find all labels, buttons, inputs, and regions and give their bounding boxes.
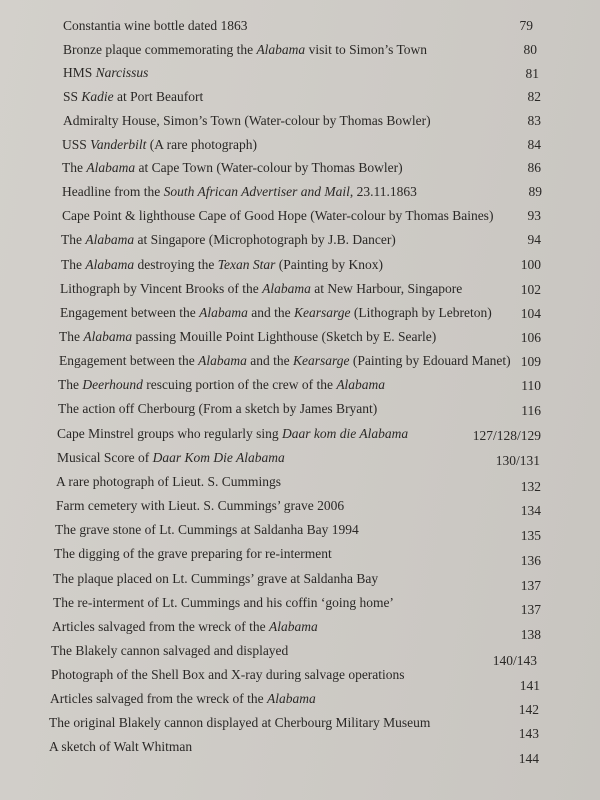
text-segment: The xyxy=(61,257,86,272)
page-number: 106 xyxy=(520,330,541,345)
entry-title xyxy=(58,376,385,394)
entry-title xyxy=(49,738,192,756)
text-segment: Bronze plaque commemorating the xyxy=(63,42,257,57)
page-number: 144 xyxy=(518,751,539,766)
page-number: 84 xyxy=(527,137,541,152)
text-segment: The Blakely cannon salvaged and displayed xyxy=(51,643,289,658)
text-segment: (Painting by Knox) xyxy=(275,257,384,272)
text-segment: Articles salvaged from the wreck of the xyxy=(52,619,270,634)
text-segment: at Cape Town (Water-colour by Thomas Bowler) xyxy=(135,160,403,175)
page-number: 79 xyxy=(519,18,533,33)
page-number: 83 xyxy=(527,113,541,128)
page-number: 130/131 xyxy=(495,453,540,468)
italic-segment: Alabama xyxy=(269,619,318,634)
italic-segment: Alabama xyxy=(256,42,306,57)
italic-segment: Texan Star xyxy=(217,257,276,272)
entry-title xyxy=(60,304,492,322)
entry-title xyxy=(56,497,344,515)
text-segment: Photograph of the Shell Box and X-ray during salvage operations xyxy=(51,667,405,682)
entry-title xyxy=(49,714,430,732)
text-segment: Articles salvaged from the wreck of the xyxy=(50,691,268,706)
italic-segment: South African Advertiser and Mail xyxy=(163,184,350,199)
entry-title xyxy=(61,256,383,274)
italic-segment: Kearsarge xyxy=(292,353,350,368)
italic-segment: Daar kom die Alabama xyxy=(281,426,409,441)
page-number: 109 xyxy=(520,354,541,369)
entry-title xyxy=(59,352,511,370)
italic-segment: Alabama xyxy=(336,377,386,392)
entry-title xyxy=(53,594,394,612)
text-segment: Cape Point & lighthouse Cape of Good Hope (Water-colour by Thomas Baines) xyxy=(62,208,494,223)
italic-segment: Alabama xyxy=(85,257,135,272)
entry-title xyxy=(55,521,359,539)
italic-segment: Alabama xyxy=(262,281,311,296)
text-segment: The original Blakely cannon displayed at Cherbourg Military Museum xyxy=(49,715,431,730)
entry-title xyxy=(57,425,408,443)
italic-segment: Alabama xyxy=(267,691,316,706)
page-number: 132 xyxy=(520,479,541,494)
text-segment: Admiralty House, Simon’s Town (Water-colour by Thomas Bowler) xyxy=(63,113,431,128)
page-number: 86 xyxy=(527,160,541,175)
entry-title xyxy=(63,112,431,130)
text-segment: at New Harbour, Singapore xyxy=(310,281,463,296)
entry-title xyxy=(60,280,462,298)
entry-title xyxy=(63,41,427,59)
text-segment: USS xyxy=(62,137,91,152)
text-segment: The digging of the grave preparing for re-interment xyxy=(54,546,332,561)
page-number: 110 xyxy=(521,378,541,393)
entry-title xyxy=(62,207,493,225)
entry-title xyxy=(59,328,436,346)
text-segment: and the xyxy=(247,305,294,320)
page-number: 137 xyxy=(520,602,541,617)
page-number: 94 xyxy=(527,232,541,247)
text-segment: Engagement between the xyxy=(60,305,200,320)
entry-title xyxy=(53,570,378,588)
text-segment: The xyxy=(62,160,87,175)
entry-title xyxy=(56,473,281,491)
italic-segment: Alabama xyxy=(83,329,133,344)
text-segment: Constantia wine bottle dated 1863 xyxy=(63,18,248,33)
page-number: 102 xyxy=(520,282,541,297)
entry-title xyxy=(57,449,285,467)
page-number: 100 xyxy=(520,257,541,272)
text-segment: Musical Score of xyxy=(57,450,153,465)
entry-title xyxy=(54,545,332,563)
page-number: 82 xyxy=(527,89,541,104)
italic-segment: Alabama xyxy=(86,160,136,175)
text-segment: rescuing portion of the crew of the xyxy=(142,377,337,392)
text-segment: A rare photograph of Lieut. S. Cummings xyxy=(56,474,281,489)
italic-segment: Deerhound xyxy=(82,377,143,392)
page-number: 136 xyxy=(520,553,541,568)
entry-title xyxy=(61,231,396,249)
page-number: 89 xyxy=(528,184,542,199)
page-number: 80 xyxy=(523,42,537,57)
text-segment: destroying the xyxy=(134,257,218,272)
text-segment: (Painting by Edouard Manet) xyxy=(349,353,511,368)
text-segment: Engagement between the xyxy=(59,353,199,368)
entry-title xyxy=(58,400,377,418)
text-segment: (Lithograph by Lebreton) xyxy=(350,305,492,320)
italic-segment: Kearsarge xyxy=(293,305,351,320)
text-segment: The xyxy=(58,377,83,392)
text-segment: and the xyxy=(246,353,293,368)
italic-segment: Narcissus xyxy=(95,65,149,80)
page-number: 81 xyxy=(525,66,539,81)
text-segment: The action off Cherbourg (From a sketch by James Bryant) xyxy=(58,401,378,416)
entry-title xyxy=(51,666,405,684)
page-number: 143 xyxy=(518,726,539,741)
entry-title xyxy=(62,183,417,201)
page-number: 140/143 xyxy=(492,653,537,668)
page-number: 127/128/129 xyxy=(472,428,541,443)
italic-segment: Kadie xyxy=(81,89,114,104)
text-segment: at Singapore (Microphotograph by J.B. Dancer) xyxy=(134,232,396,247)
page-number: 141 xyxy=(519,678,540,693)
text-segment: SS xyxy=(63,89,82,104)
entry-title xyxy=(63,64,148,82)
text-segment: Cape Minstrel groups who regularly sing xyxy=(57,426,282,441)
italic-segment: Alabama xyxy=(199,305,248,320)
text-segment: The xyxy=(61,232,86,247)
italic-segment: Vanderbilt xyxy=(90,137,147,152)
text-segment: The grave stone of Lt. Cummings at Saldanha Bay 1994 xyxy=(55,522,359,537)
text-segment: at Port Beaufort xyxy=(113,89,204,104)
page-number: 142 xyxy=(518,702,539,717)
text-segment: , 23.11.1863 xyxy=(349,184,417,199)
page-number: 134 xyxy=(520,503,541,518)
text-segment: HMS xyxy=(63,65,96,80)
page-number: 135 xyxy=(520,528,541,543)
text-segment: passing Mouille Point Lighthouse (Sketch by E. Searle) xyxy=(132,329,437,344)
page-number: 137 xyxy=(520,578,541,593)
entry-title xyxy=(50,690,316,708)
entry-title xyxy=(62,136,257,154)
entry-title xyxy=(51,642,288,660)
page-number: 138 xyxy=(520,627,541,642)
entry-title xyxy=(63,88,203,106)
italic-segment: Daar Kom Die Alabama xyxy=(152,450,285,465)
text-segment: visit to Simon’s Town xyxy=(305,42,428,57)
text-segment: Lithograph by Vincent Brooks of the xyxy=(60,281,263,296)
text-segment: The plaque placed on Lt. Cummings’ grave at Saldanha Bay xyxy=(53,571,379,586)
text-segment: The xyxy=(59,329,84,344)
text-segment: Farm cemetery with Lieut. S. Cummings’ grave 2006 xyxy=(56,498,345,513)
text-segment: Headline from the xyxy=(62,184,164,199)
entry-title xyxy=(52,618,318,636)
text-segment: A sketch of Walt Whitman xyxy=(49,739,193,754)
entry-title xyxy=(62,159,403,177)
italic-segment: Alabama xyxy=(198,353,247,368)
italic-segment: Alabama xyxy=(85,232,135,247)
page-number: 104 xyxy=(520,306,541,321)
page-number: 116 xyxy=(521,403,541,418)
text-segment: (A rare photograph) xyxy=(146,137,257,152)
text-segment: The re-interment of Lt. Cummings and his coffin ‘going home’ xyxy=(53,595,394,610)
page-number: 93 xyxy=(527,208,541,223)
